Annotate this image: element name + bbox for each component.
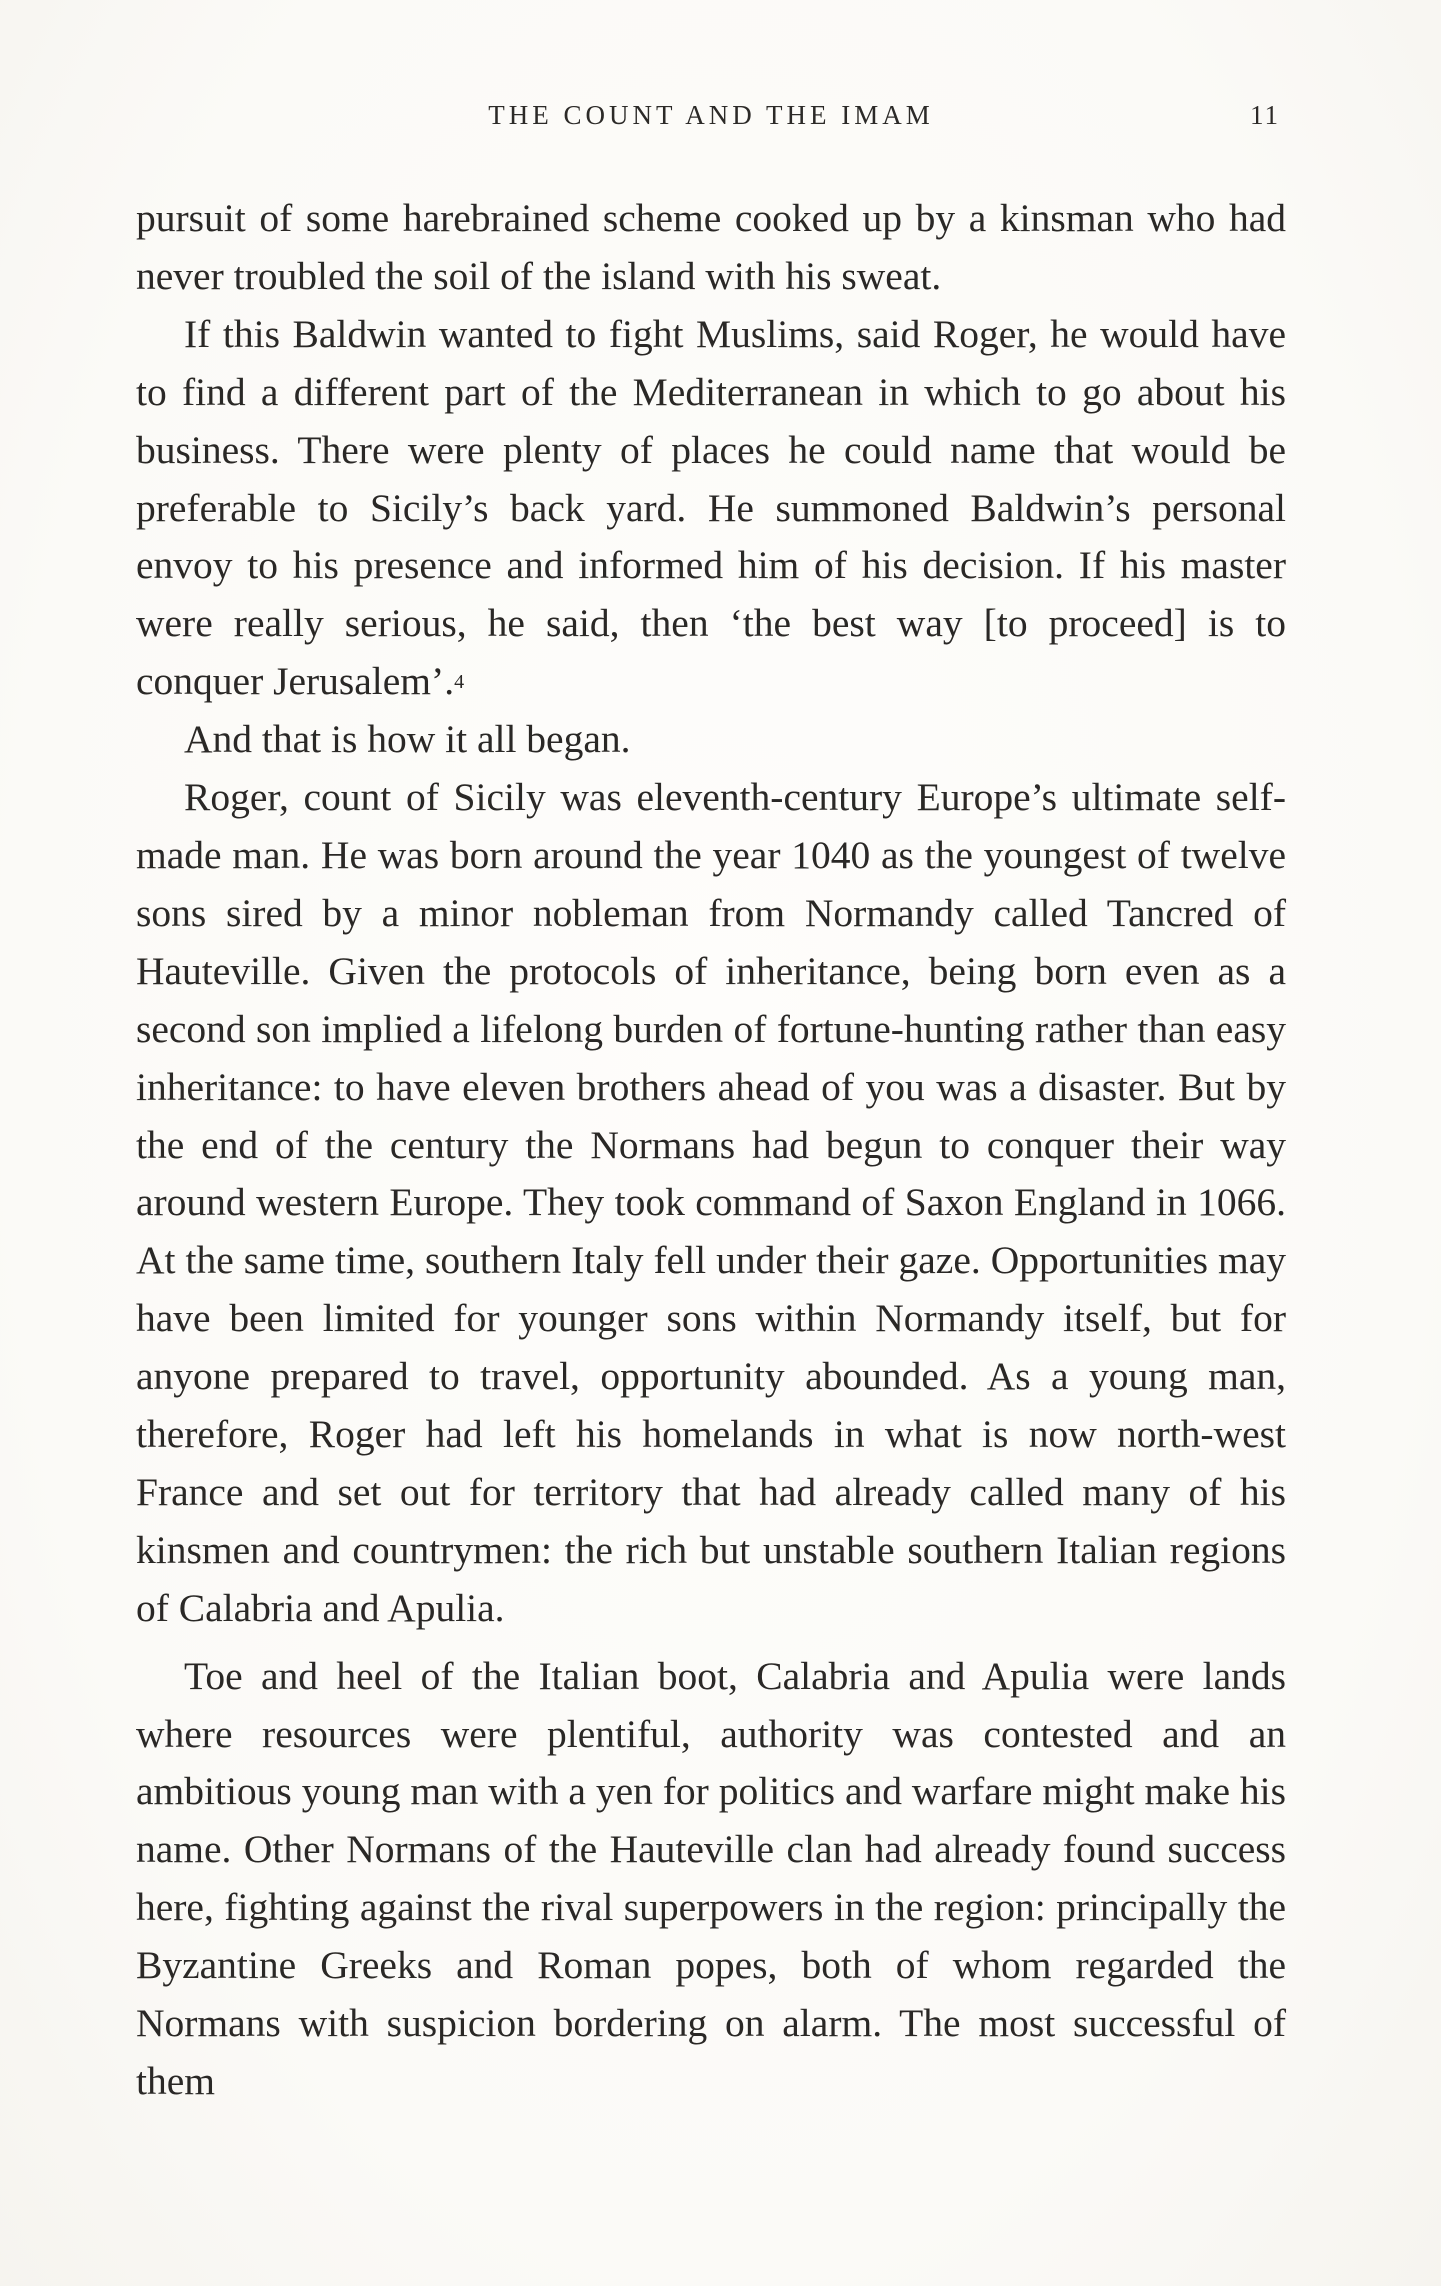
paragraph-roger: Roger, count of Sicily was eleventh-century Europe’s ultimate self-made man. He was born around the year 1040 as the youngest of twelve sons sired by a minor nobleman from Normandy called Tancred of Hauteville. Given the protocols of inheritance, being born even as a second son implied a lifelong burden of fortune-hunting rather than easy inheritance: to have eleven brothers ahead of you was a disaster. But by the end of the century the Normans had begun to conquer their way around western Europe. They took command of Saxon England in 1066. At the same time, southern Italy fell under their gaze. Opportunities may have been limited for younger sons within Normandy itself, but for anyone prepared to travel, opportunity abounded. As a young man, therefore, Roger had left his homelands in what is now north-west France and set out for territory that had already called many of his kinsmen and countrymen: the rich but unstable southern Italian regions of Calabria and Apulia.: [136, 775, 1286, 1630]
body-text: [136, 190, 1286, 2111]
paragraph-calabria: Toe and heel of the Italian boot, Calabria and Apulia were lands where resources were plentiful, authority was contested and an ambitious young man with a yen for politics and warfare might make his name. Other Normans of the Hauteville clan had already found success here, fighting against the rival superpowers in the region: principally the Byzantine Greeks and Roman popes, both of whom regarded the Normans with suspicion bordering on alarm. The most successful of them: [136, 1653, 1286, 2103]
running-title: THE COUNT AND THE IMAM: [488, 100, 934, 130]
paragraph-continued: pursuit of some harebrained scheme cooked up by a kinsman who had never troubled the soil of the island with his sweat.: [136, 196, 1286, 298]
paragraph-baldwin: [136, 306, 1286, 711]
running-head: [136, 100, 1286, 140]
paragraph-began: And that is how it all began.: [184, 717, 631, 762]
page-number: 11: [1250, 100, 1280, 130]
footnote-marker: 4: [454, 671, 465, 694]
paragraph-baldwin-text: If this Baldwin wanted to fight Muslims, said Roger, he would have to find a different part of the Mediterranean in which to go about his business. There were plenty of places he could name that would be preferable to Sicily’s back yard. He summoned Baldwin’s personal envoy to his presence and informed him of his decision. If his master were really serious, he said, then ‘the best way [to proceed] is to conquer Jerusalem’.: [136, 311, 1286, 704]
